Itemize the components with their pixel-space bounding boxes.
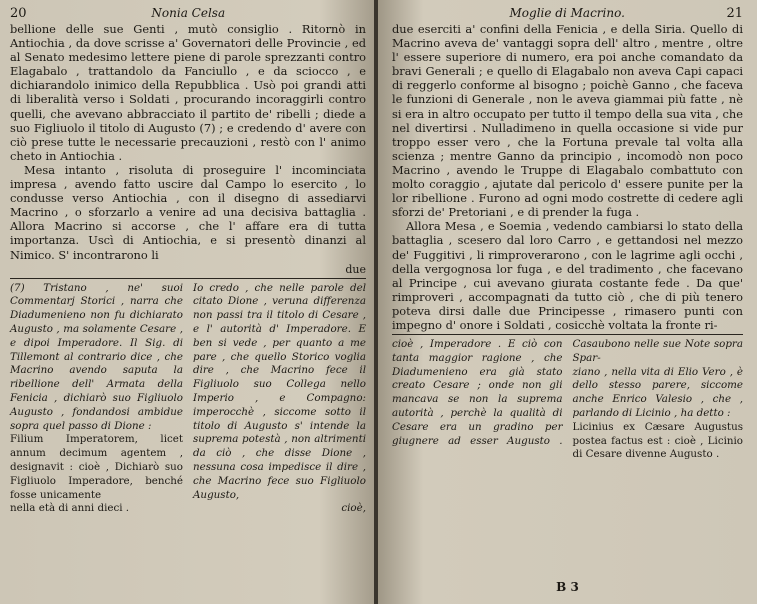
footnote-text: Licinius ex Cæsare Augustus postea factus est : cioè , Licinio di Cesare divenne Augusto . (572, 420, 743, 461)
right-page (378, 0, 757, 604)
paragraph: Mesa intanto , risoluta di proseguire l' incominciata impresa , avendo fatto uscire dal Campo lo esercito , lo condusse verso Antiochia , con il disegno di assediarvi Macrino , o sforzarlo a venire ad una decisiva battaglia . Allora Macrino si accorse , che l' affare era di tutta importanza. Uscì di Antiochia, e si presentò dinanzi al Nimico. S' incontrarono li (10, 162, 366, 262)
right-body (392, 22, 743, 332)
signature-mark: B 3 (556, 580, 579, 594)
running-title: Nonia Celsa (151, 6, 226, 20)
footnote-catchword: cioè, (341, 502, 366, 515)
running-title: Moglie di Macrino. (509, 6, 625, 20)
catchword: due (345, 262, 366, 276)
footnote-rule (10, 278, 366, 279)
paragraph: bellione delle sue Genti , mutò consiglio . Ritornò in Antiochia , da dove scrisse a' Governatori delle Provincie , ed al Senato medesimo lettere piene di parole sprezzanti contro Elagabalo , trattandolo da Fanciullo , e da sciocco , e dichiarandolo inimico della Repubblica . Usò poi grandi atti di liberalità verso i Soldati , procurando incoraggirli contro quelli, che avevano abbracciato il partito de' ribelli ; diede a suo Figliuolo il titolo di Augusto (7) ; e credendo d' avere con ciò prese tutte le necessarie precauzioni , restò con l' animo cheto in Antiochia . (10, 22, 366, 163)
footnote-text: (7) Tristano , ne' suoi Commentarj Storici , narra che Diadumenieno non fu dichiarato Augusto , ma solamente Cesare , e dipoi Imperadore. Il Sig. di Tillemont al contrario dice , che Macrino avendo saputa la ribellione dell' Armata della Fenicia , dichiarò suo Figliuolo Augusto , fondandosi ambidue sopra quel passo di Dione : (10, 281, 183, 432)
paragraph: due eserciti a' confini della Fenicia , e della Siria. Quello di Macrino aveva de' vantaggi sopra dell' altro , mentre , oltre l' essere superiore di numero, era poi anche comandato da bravi Generali ; e quello di Elagabalo non aveva Capi capaci di reggerlo conforme al bisogno ; poichè Ganno , che faceva le funzioni di Generale , non le aveva giammai più fatte , nè si era in altro occupato per tutto il tempo della sua vita , che nel divertirsi . Nulladimeno in quella occasione si vide pur troppo esser vero , che la Fortuna prevale tal volta alla scienza ; mentre Ganno da principio , incomodò non poco Macrino , avendo le Truppe di Elagabalo combattuto con molto coraggio , ajutate dal pericolo d' essere punite per la lor ribellione . Furono ad ogni modo costrette di cedere agli sforzi de' Pretoriani , e di prender la fuga . (392, 22, 743, 220)
footnote-rule (392, 334, 743, 335)
left-page (0, 0, 376, 604)
footnote-text: Filium Imperatorem, licet annum decimum agentem , designavit : cioè , Dichiarò suo Figliuolo Imperadore, benché fosse unicamente (10, 433, 183, 501)
page-number: 21 (726, 6, 743, 21)
page-number: 20 (10, 6, 27, 21)
footnote-text: ziano , nella vita di Elio Vero , è dello stesso parere, siccome anche Enrico Valesio , che , parlando di Licinio , ha detto : (572, 365, 743, 420)
right-running-head (392, 6, 743, 22)
left-body (10, 22, 366, 262)
right-footnotes (392, 338, 743, 462)
left-running-head (10, 6, 366, 22)
footnote-text: cioè , Imperadore . E ciò con tanta maggior ragione , che Diadumenieno era già stato creato Cesare ; onde non gli mancava se non la suprema autorità , perchè la qualità di Cesare era un gradino per giugnere ad esser Augusto . Casaubono nelle sue Note sopra Spar- (392, 338, 743, 447)
footnote-text: nella età di anni dieci . (10, 502, 130, 515)
footnote-text: Io credo , che nelle parole del citato Dione , veruna differenza non passi tra il titolo di Cesare , e l' autorità d' Imperadore. E ben si vede , per quanto a me pare , che quello Storico voglia dire , che Macrino fece il Figliuolo suo Collega nello Imperio , e Compagno: imperocchè , siccome sotto il titolo di Augusto s' intende la suprema potestà , non altrimenti da ciò , che disse Dione , nessuna cosa impedisce il dire , che Macrino fece suo Figliuolo Augusto, (193, 281, 366, 501)
paragraph: Allora Mesa , e Soemia , vedendo cambiarsi lo stato della battaglia , scesero dal loro Carro , e gettandosi nel mezzo de' Fuggitivi , li rimproverarono , con le lagrime agli occhi , della vergognosa lor fuga , e del tradimento , che facevano al Principe , cui avevano giurata costante fede . Da que' rimproveri , accompagnati da tutto ciò , che di più tenero poteva dirsi dalle due Principesse , rimasero punti con impegno d' onore i Soldati , cosicchè voltata la fronte ri- (392, 219, 743, 332)
left-footnotes (10, 282, 366, 517)
